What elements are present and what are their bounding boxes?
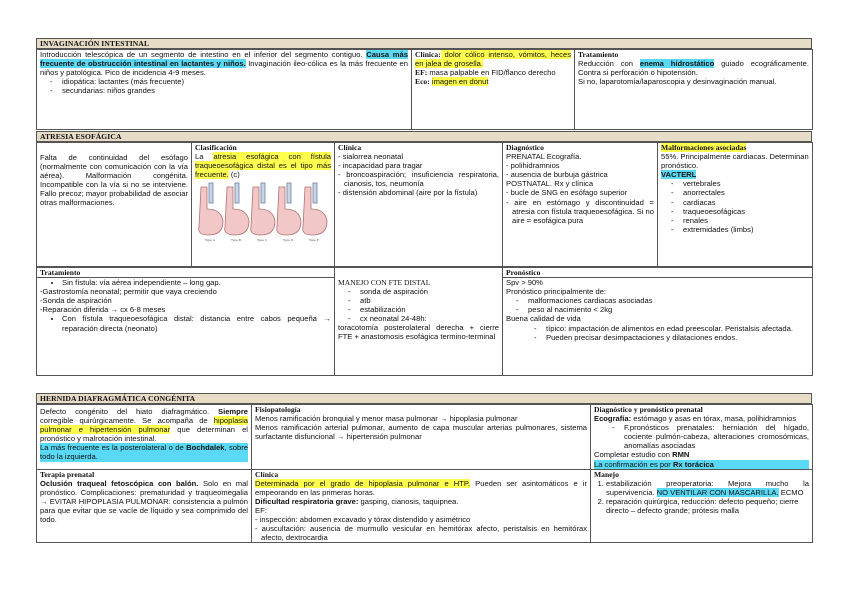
tratamiento-text: Reducción con [578,59,640,69]
atresia-tratamiento [37,278,335,376]
list-item: - vertebrales [683,179,809,188]
tratamiento-line: -Reparación diferida → cx 6-8 meses [40,305,166,315]
prenatal-item: - ausencia de burbuja gástrica [506,170,608,180]
fig-label-a: Type A [205,238,215,243]
clinica-text-2: gasping, cianosis, taquipnea. [358,496,459,506]
atresia-definition: Falta de continuidad del esófago (normalmente con comunicación con la vía aérea). Malformación congénita. Incompatible con la vía si no se interviene. Fallo precoz; mayor probabilidad de asociar otras malformaciones. [37,143,192,267]
terapia-bold: Oclusión traqueal fetoscópica con balón. [40,478,199,488]
prenatal-text: polihidramnios [510,161,560,171]
list-item: - sonda de aspiración [360,287,499,296]
tratamiento-highlight: enema hidrostático [639,59,715,69]
fisio-text: Menos ramificación bronquial y menor masa pulmonar → hipoplasia pulmonar [255,414,518,424]
diag-eco-text: estómago y asas en tórax, masa, polihidramnios [631,414,797,424]
clinica-text: sialorrea neonatal [342,152,404,162]
list-item: - secundarias: niños grandes [62,86,408,95]
atresia-malformaciones [658,143,813,267]
def-cy-bold: Bochdalek [186,443,225,453]
eco-label: Eco: [415,77,430,87]
clinica-item: - sialorrea neonatal [338,152,404,162]
fig-label-b: Type B [231,238,241,243]
section-atresia [36,131,812,376]
manejo-text: toracotomía posterolateral derecha + cierre FTE + anastomosis esofágica termino-terminal [338,323,499,342]
section-title: HERNIDA DIAFRAGMÁTICA CONGÉNITA [36,393,812,404]
atresia-table-2 [36,267,813,376]
diag-list [594,423,809,450]
def-highlight: hipoplasia pulmonar e hipertensión pulmonar [40,416,248,435]
postnatal-item: - aire en estómago y discontinuidad = atresia con fístula traqueoesofágica. Si no aire = esofágica pura [506,197,654,225]
fisio-text-2: Menos ramificación arterial pulmonar, aumento de capa muscular arterias pulmonares, sistema surfactante disfuncional → hipertensión pulmonar [255,423,587,442]
tratamiento-label: Tratamiento [578,50,619,59]
fig-label-d: Type D [283,238,294,243]
hernia-terapia [37,469,252,543]
section-title: INVAGINACIÓN INTESTINAL [36,38,812,49]
manejo-highlight: NO VENTILAR CON MASCARILLA. [656,487,779,497]
list-item: - atb [360,296,499,305]
def-text: Defecto congénito del hiato diafragmático. [40,407,219,416]
diag-conf-bold: Rx torácica [672,459,714,469]
hernia-manejo [591,469,813,543]
manejo-text: estabilización preoperatoria: Mejora mucho la supervivencia. [606,478,809,497]
clinica-text: Pueden ser asintomáticos e ir empeorando en las primeras horas. [255,478,587,497]
list-item: - cardiacas [683,198,809,207]
postnatal-text: bucle de SNG en esófago superior [510,188,628,198]
atresia-pronostico [503,278,813,376]
hernia-table [36,404,813,543]
postnatal-item: - bucle de SNG en esófago superior [506,188,628,198]
diag-label: Diagnóstico y pronóstico prenatal [594,405,703,414]
terapia-label: Terapia prenatal [40,469,95,479]
terapia-text: Solo en mal pronóstico. Complicaciones: prematuridad y traqueomegalia → EVITAR HIPOPLASIA PULMONAR: consistencia a pulmón para que evitar que se vacíe de líquido y sea comprimido del todo. [40,478,248,525]
clinica-highlight: dolor cólico intenso, vómitos, heces en jalea de grosella. [415,50,571,69]
def-siempre: Siempre [218,407,248,416]
clasificacion-suffix: (c) [228,170,240,180]
list-item: - estabilización [360,305,499,314]
intro-highlight: Causa más frecuente de obstrucción intestinal en lactantes y niños. [40,50,408,69]
list-item: - peso al nacimiento < 2kg [528,305,809,314]
prenatal-item: - polihidramnios [506,161,560,171]
prenatal-label: PRENATAL Ecografía. [506,152,582,162]
pronostico-spv: Spv > 90% [506,278,543,288]
manejo-label: MANEJO CON FTE DISTAL [338,277,431,287]
clinica-label: Clínica [255,469,279,479]
def-text-3: que determinan el pronóstico y malrotación intestinal. [40,425,248,444]
diag-rmn-bold: RMN [672,450,690,460]
pronostico-label: Pronóstico [503,268,813,278]
postnatal-label: POSTNATAL. Rx y clínica [506,179,594,189]
pronostico-text: Pronóstico principalmente de: [506,287,607,297]
malformaciones-label: Malformaciones asociadas [661,143,747,152]
tratamiento-line: -Gastrostomía neonatal; permitir que vaya creciendo [40,287,217,297]
invaginacion-table [36,49,813,130]
tratamiento-text-3: Si no, laparotomía/laparoscopia y desinvaginación manual. [578,77,777,87]
clasificacion-highlight: atresia esofágica con fístula traqueoesofágica distal es el tipo más frecuente. [195,152,331,180]
diag-conf-text: La confirmación es por [594,459,673,469]
clinica-item: - broncoaspiración; insuficiencia respiratoria, cianosis, tos, neumonía [338,170,499,189]
clinica-text: distensión abdominal (aire por la fístula) [342,188,478,198]
malformaciones-text: 55%. Principalmente cardiacas. Determinan pronóstico. [661,152,809,171]
invaginacion-types [40,77,408,95]
invaginacion-definition [37,50,412,130]
hernia-definition [37,405,252,470]
ef-text: masa palpable en FID/flanco derecho [427,68,556,78]
hernia-fisiopatologia [252,405,591,470]
def-cy-text-2: , sobre todo la izquierda. [40,443,248,462]
ef-item: - inspección: abdomen excavado y tórax distendido y asimétrico [255,515,471,525]
list-item: - idiopática: lactantes (más frecuente) [62,77,408,86]
def-text-2: corregible quirúrgicamente. Se acompaña de [40,416,214,426]
diagnostico-label: Diagnóstico [506,143,544,152]
list-item: - F.pronósticos prenatales: herniación del hígado, cociente pulmón-cabeza, alteraciones cromosómicas, anomalías asociadas [624,423,809,450]
clinica-label: Clínica [338,143,362,152]
fig-label-e: Type E [309,238,319,243]
clasificacion-text: La [195,152,214,162]
manejo-list [338,287,499,323]
tratamiento-list [40,314,331,332]
intro-text-2: Invaginación ileo-cólica es la más frecuente en niños y patológica. Pico de incidencia 4-9 meses. [40,59,408,78]
list-item [606,479,809,497]
clinica-text: broncoaspiración; insuficiencia respiratoria, cianosis, tos, neumonía [344,170,499,189]
list-item: 2. reparación quirúrgica, reducción: defecto pequeño; cierre directo – defecto grande; prótesis malla [606,497,809,515]
invaginacion-clinica [412,50,575,130]
list-item: - cx neonatal 24-48h: [360,314,499,323]
atresia-clinica [335,143,503,267]
eco-highlight: imagen en donut [431,77,489,87]
clinica-text: incapacidad para tragar [342,161,423,171]
manejo-list [594,479,809,515]
list-item: - extremidades (limbs) [683,225,809,234]
prenatal-text: ausencia de burbuja gástrica [510,170,608,180]
ef-text: auscultación: ausencia de murmullo vesicular en hemitórax afecto, peristalsis en hemitórax afecto, dextrocardia [261,524,587,543]
clasificacion-label: Clasificación [195,143,237,152]
list-item: - típico: impactación de alimentos en edad preescolar. Peristalsis afectada. [546,324,809,333]
vacterl-list [661,179,809,234]
manejo-text-2: ECMO [778,487,804,497]
clinica-highlight: Determinada por el grado de hipoplasia pulmonar e HTP. [255,478,471,488]
pronostico-list-2 [506,324,809,342]
diag-rmn-text: Completar estudio con [594,450,673,460]
tratamiento-line: -Sonda de aspiración [40,296,112,306]
atresia-diagnostico [503,143,658,267]
atresia-clasificacion [192,143,335,267]
list-item: - anorrectales [683,188,809,197]
diag-eco-label: Ecografía: [594,414,632,424]
clinica-item: - incapacidad para tragar [338,161,423,171]
postnatal-text: aire en estómago y discontinuidad = atresia con fístula traqueoesofágica. Si no aire = esofágica pura [512,197,654,225]
manejo-label: Manejo [594,469,619,479]
pronostico-buena: Buena calidad de vida [506,314,581,324]
ef-label: EF: [255,506,267,516]
hernia-clinica [252,469,591,543]
section-hernia [36,393,812,543]
section-invaginacion [36,38,812,130]
atresia-table [36,142,813,267]
atresia-types-figure [195,181,331,243]
tratamiento-text-2: guiado ecográficamente. Contra si perforación o hipotensión. [578,59,809,78]
ef-label: EF: [415,68,428,78]
clinica-bold: Dificultad respiratoria grave: [255,496,359,506]
clinica-item: - distensión abdominal (aire por la fístula) [338,188,478,198]
tratamiento-list [40,278,331,287]
section-title: ATRESIA ESOFÁGICA [36,131,812,142]
vacterl-label: VACTERL [661,170,697,180]
pronostico-list [506,296,809,314]
list-item: • Con fístula traqueoesofágica distal: distancia entre cabos pequeña → reparación directa (neonato) [62,314,331,332]
def-cy-text: La más frecuente es la posterolateral o de [40,443,187,453]
ef-item: - auscultación: ausencia de murmullo vesicular en hemitórax afecto, peristalsis en hemitórax afecto, dextrocardia [255,524,587,543]
list-item: - traqueoesofágicas [683,207,809,216]
atresia-manejo [335,278,503,376]
invaginacion-tratamiento [575,50,813,130]
clinica-label: Clínica: [415,50,441,59]
list-item: - malformaciones cardiacas asociadas [528,296,809,305]
list-item: • Sin fístula: vía aérea independiente – long gap. [62,278,331,287]
ef-text: inspección: abdomen excavado y tórax distendido y asimétrico [259,515,471,525]
fig-label-c: Type C [257,238,267,243]
fisio-label: Fisiopatología [255,405,301,414]
tratamiento-label: Tratamiento [37,268,335,278]
list-item: - renales [683,216,809,225]
hernia-diagnostico [591,405,813,470]
list-item: - Pueden precisar desimpactaciones y dilataciones endos. [546,333,809,342]
intro-text: Introducción telescópica de un segmento de intestino en el inferior del segmento contiguo. [40,50,367,59]
